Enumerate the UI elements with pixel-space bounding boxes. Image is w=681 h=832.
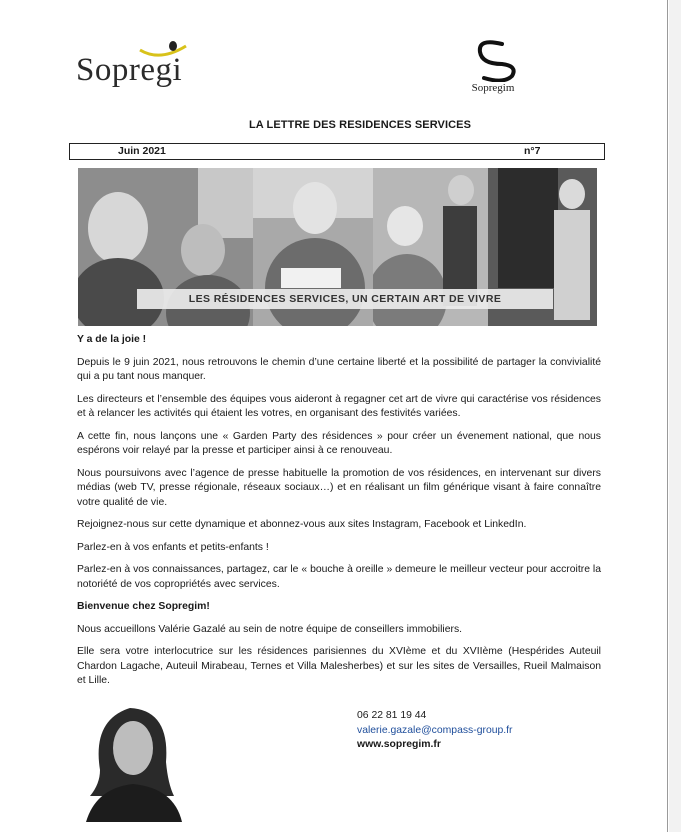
paragraph: Rejoignez-nous sur cette dynamique et abonnez-vous aux sites Instagram, Facebook et LinkedIn. <box>77 519 527 530</box>
sopregi-logo-text: Sopregi <box>76 52 183 88</box>
paragraph: A cette fin, nous lançons une « Garden Party des résidences » pour créer un évenement national, que nous espérons voir relayé par la presse et participer ainsi à ce renouveau. <box>77 430 601 456</box>
article-body <box>77 333 601 697</box>
contact-phone: 06 22 81 19 44 <box>357 710 427 721</box>
contact-website-link[interactable]: www.sopregim.fr <box>357 739 441 750</box>
paragraph: Nous poursuivons avec l’agence de presse habituelle la promotion de vos résidences, en intervenant sur divers médias (web TV, presse régionale, réseaux sociaux…) et en réalisant un film générique visant à faire connaître votre qualité de vie. <box>77 467 601 508</box>
issue-date: Juin 2021 <box>118 145 166 157</box>
sopregi-logo <box>76 40 196 96</box>
banner-caption: LES RÉSIDENCES SERVICES, UN CERTAIN ART DE VIVRE <box>137 289 553 309</box>
paragraph: Parlez-en à vos enfants et petits-enfants ! <box>77 541 269 553</box>
issue-bar <box>69 143 605 160</box>
sopregim-logo <box>462 38 532 98</box>
paragraph: Parlez-en à vos connaissances, partagez, car le « bouche à oreille » demeure le meilleur vecteur pour accroitre la notoriété de vos copropriétés avec services. <box>77 564 601 590</box>
banner-photo <box>78 168 597 326</box>
portrait-photo <box>78 700 188 822</box>
sopregim-logo-mark <box>462 38 524 82</box>
paragraph: Elle sera votre interlocutrice sur les résidences parisiennes du XVIème et du XVIIème (Hespérides Auteuil Chardon Lagache, Auteuil Mirabeau, Ternes et Villa Malesherbes) et sur les sites de Versailles, Rueil Malmaison et Lille. <box>77 646 601 686</box>
paragraph: Depuis le 9 juin 2021, nous retrouvons le chemin d’une certaine liberté et la possibilité de partager la convivialité qui a pu tant nous manquer. <box>77 356 601 382</box>
section-heading-welcome: Bienvenue chez Sopregim! <box>77 601 210 612</box>
issue-number: n°7 <box>524 145 541 157</box>
sopregim-logo-text: Sopregim <box>471 82 515 94</box>
contact-email-link[interactable]: valerie.gazale@compass-group.fr <box>357 724 513 736</box>
newsletter-title: LA LETTRE DES RESIDENCES SERVICES <box>248 119 472 131</box>
contact-block <box>357 709 513 753</box>
section-heading-joy: Y a de la joie ! <box>77 334 147 345</box>
paragraph: Les directeurs et l’ensemble des équipes vous aideront à regagner cet art de vivre qui caractérise vos résidences et à relancer les activités qui étaient les votres, en organisant des festivités variées. <box>77 393 601 419</box>
paragraph: Nous accueillons Valérie Gazalé au sein de notre équipe de conseillers immobiliers. <box>77 623 463 635</box>
